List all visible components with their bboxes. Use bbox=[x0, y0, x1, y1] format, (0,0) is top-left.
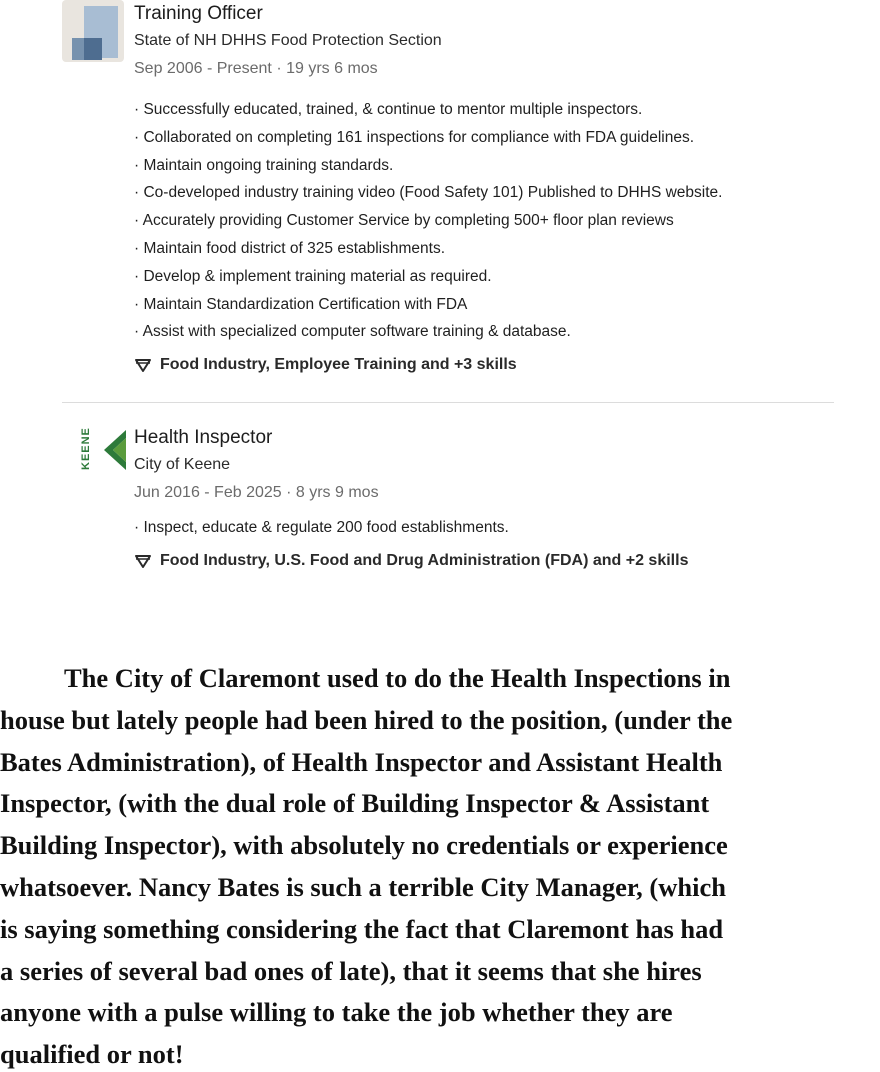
keene-chevron-icon bbox=[96, 428, 130, 472]
description-item: · Maintain Standardization Certification with FDA bbox=[134, 295, 468, 313]
commentary-paragraph bbox=[0, 658, 880, 1072]
description-item: · Successfully educated, trained, & continue to mentor multiple inspectors. bbox=[134, 101, 643, 118]
description-item: · Develop & implement training material as required. bbox=[134, 267, 492, 285]
paragraph-line: Bates Administration), of Health Inspector and Assistant Health bbox=[0, 746, 723, 777]
description-item: · Assist with specialized computer software training & database. bbox=[134, 323, 571, 341]
skills-diamond-icon bbox=[134, 357, 152, 373]
job-description bbox=[134, 96, 722, 346]
skills-link[interactable] bbox=[134, 552, 688, 570]
paragraph-line: Building Inspector), with absolutely no credentials or experience bbox=[0, 830, 728, 861]
description-item: · Maintain food district of 325 establishments. bbox=[134, 239, 446, 257]
job-dates: Sep 2006 - Present · 19 yrs 6 mos bbox=[134, 60, 378, 77]
paragraph-line: a series of several bad ones of late), that it seems that she hires bbox=[0, 955, 702, 986]
skills-link[interactable] bbox=[134, 356, 517, 374]
company-name[interactable]: State of NH DHHS Food Protection Section bbox=[134, 32, 442, 49]
paragraph-line: whatsoever. Nancy Bates is such a terrible City Manager, (which bbox=[0, 871, 726, 902]
job-title[interactable]: Training Officer bbox=[134, 3, 263, 24]
skills-text: Food Industry, U.S. Food and Drug Administration (FDA) and +2 skills bbox=[160, 552, 689, 569]
paragraph-line: The City of Claremont used to do the Health Inspections in bbox=[64, 663, 731, 693]
keene-logo-icon[interactable] bbox=[78, 426, 134, 476]
description-item: · Accurately providing Customer Service by completing 500+ floor plan reviews bbox=[134, 212, 674, 230]
job-description bbox=[134, 514, 509, 542]
divider bbox=[62, 402, 834, 403]
organization-placeholder-icon[interactable] bbox=[62, 0, 124, 62]
paragraph-line: qualified or not! bbox=[0, 1039, 184, 1070]
paragraph-line: anyone with a pulse willing to take the job whether they are bbox=[0, 997, 673, 1028]
job-dates: Jun 2016 - Feb 2025 · 8 yrs 9 mos bbox=[134, 484, 379, 501]
skills-diamond-icon bbox=[134, 553, 152, 569]
paragraph-line: house but lately people had been hired to the position, (under the bbox=[0, 704, 733, 735]
keene-logo-text: KEENE bbox=[80, 427, 92, 470]
company-name[interactable]: City of Keene bbox=[134, 456, 231, 473]
paragraph-line: is saying something considering the fact that Claremont has had bbox=[0, 913, 724, 944]
description-item: · Co-developed industry training video (Food Safety 101) Published to DHHS website. bbox=[134, 184, 723, 202]
description-item: · Maintain ongoing training standards. bbox=[134, 156, 394, 174]
skills-text: Food Industry, Employee Training and +3 skills bbox=[160, 356, 517, 373]
job-title[interactable]: Health Inspector bbox=[134, 427, 273, 448]
description-item: · Collaborated on completing 161 inspections for compliance with FDA guidelines. bbox=[134, 128, 695, 146]
description-item: · Inspect, educate & regulate 200 food establishments. bbox=[134, 519, 509, 536]
paragraph-line: Inspector, (with the dual role of Building Inspector & Assistant bbox=[0, 788, 710, 819]
